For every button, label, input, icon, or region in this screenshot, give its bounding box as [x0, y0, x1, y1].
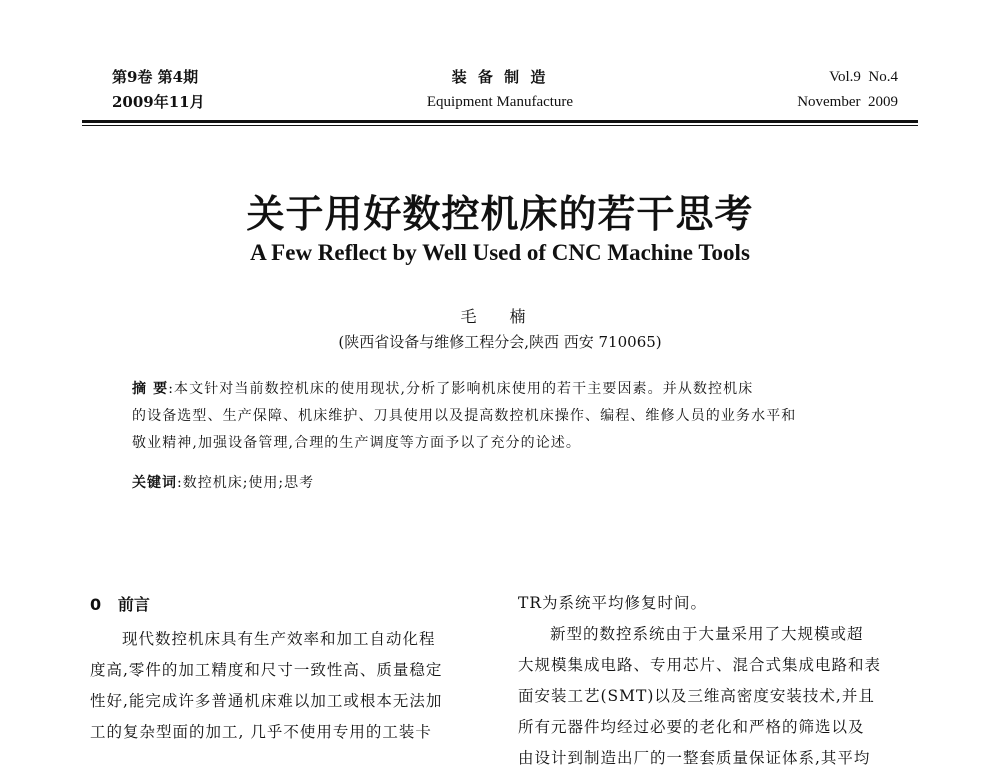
header-rule-thin — [82, 125, 918, 126]
author: 毛 楠 — [460, 307, 540, 326]
body-line: 新型的数控系统由于大量采用了大规模或超 — [550, 625, 864, 643]
abstract-label: 摘 要 — [132, 381, 169, 397]
journal-title-en: Equipment Manufacture — [426, 94, 574, 110]
abstract — [132, 376, 872, 457]
body-line: 面安装工艺(SMT)以及三维高密度安装技术,并且 — [518, 687, 875, 705]
volume-issue: 第9卷 第4期 — [112, 68, 199, 86]
section-heading — [90, 592, 150, 615]
section-number: 0 — [90, 595, 102, 614]
body-line: 所有元器件均经过必要的老化和严格的筛选以及 — [518, 718, 865, 736]
journal-title-cn: 装 备 制 造 — [451, 68, 549, 86]
volume-issue-en: Vol.9 No.4 — [829, 69, 898, 85]
abstract-line: 的设备选型、生产保障、机床维护、刀具使用以及提高数控机床操作、编程、维修人员的业务水平和 — [132, 408, 797, 424]
paper-title-cn: 关于用好数控机床的若干思考 — [246, 192, 754, 236]
body-line: 大规模集成电路、专用芯片、混合式集成电路和表 — [518, 656, 882, 674]
publication-date-en: November 2009 — [797, 94, 898, 110]
publication-date: 2009年11月 — [112, 93, 205, 111]
header-rule-thick — [82, 120, 918, 123]
keywords — [132, 472, 314, 492]
keywords-text: :数控机床;使用;思考 — [177, 475, 315, 491]
body-line: 由设计到制造出厂的一整套质量保证体系,其平均 — [518, 749, 871, 767]
section-title: 前言 — [117, 595, 150, 614]
right-column — [518, 588, 918, 774]
abstract-line: 敬业精神,加强设备管理,合理的生产调度等方面予以了充分的论述。 — [132, 435, 581, 451]
body-line: 现代数控机床具有生产效率和加工自动化程 — [122, 630, 436, 648]
paper-title-en: A Few Reflect by Well Used of CNC Machine Tools — [250, 240, 750, 265]
left-column — [90, 624, 490, 748]
affiliation: (陕西省设备与维修工程分会,陕西 西安 710065) — [338, 333, 662, 351]
keywords-label: 关键词 — [132, 475, 177, 491]
abstract-line: :本文针对当前数控机床的使用现状,分析了影响机床使用的若干主要因素。并从数控机床 — [168, 381, 754, 397]
body-line: 性好,能完成许多普通机床难以加工或根本无法加 — [90, 692, 443, 710]
body-line: 工的复杂型面的加工, 几乎不使用专用的工装卡 — [90, 723, 432, 741]
body-line: 度高,零件的加工精度和尺寸一致性高、质量稳定 — [90, 661, 443, 679]
body-line: TR为系统平均修复时间。 — [518, 594, 708, 612]
